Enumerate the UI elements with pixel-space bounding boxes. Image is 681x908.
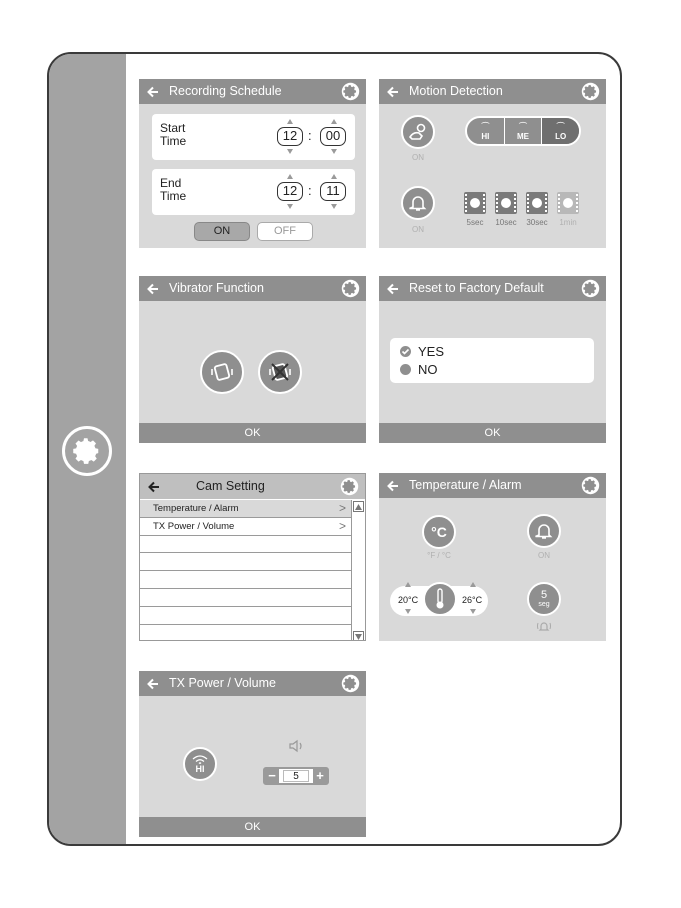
scrollbar[interactable] (351, 500, 365, 641)
on-button[interactable]: ON (194, 222, 250, 241)
sensitivity-lo[interactable] (542, 118, 579, 144)
baby-icon: ⌒ (519, 122, 527, 131)
celsius-label: °C (431, 524, 447, 540)
screen-title: Vibrator Function (169, 281, 264, 295)
list-item-label: Temperature / Alarm (153, 503, 239, 514)
gear-icon (62, 426, 112, 476)
radio-icon (400, 364, 411, 375)
end-time-box (152, 169, 355, 215)
tx-power-volume-screen (139, 671, 366, 837)
list-item (140, 536, 352, 554)
duration-30sec-icon[interactable] (526, 192, 548, 214)
scroll-down-arrow[interactable] (353, 631, 364, 641)
alarm-on-label: ON (412, 225, 424, 234)
hour-up-arrow[interactable] (287, 174, 293, 179)
duration-1min-icon[interactable] (557, 192, 579, 214)
off-button[interactable]: OFF (257, 222, 313, 241)
list-item (140, 607, 352, 625)
vibrate-off-icon (267, 361, 293, 383)
recording-schedule-screen (139, 79, 366, 248)
reset-factory-screen (379, 276, 606, 443)
gear-icon[interactable] (341, 279, 360, 298)
duration-label: 30sec (526, 218, 548, 227)
back-arrow-icon[interactable] (387, 276, 401, 301)
minute-up-arrow[interactable] (331, 174, 337, 179)
motion-on-label: ON (412, 153, 424, 162)
duration-5sec-icon[interactable] (464, 192, 486, 214)
alarm-bell-button[interactable] (401, 186, 435, 220)
bell-icon (409, 194, 427, 212)
temp-alarm-button[interactable] (527, 514, 561, 548)
end-minute[interactable]: 11 (320, 182, 346, 201)
vibrator-function-screen (139, 276, 366, 443)
list-item[interactable] (140, 518, 352, 536)
back-arrow-icon[interactable] (147, 276, 161, 301)
unit-caption: °F / °C (427, 551, 451, 560)
low-temp[interactable]: 20°C (398, 595, 419, 605)
vibrate-icon (209, 361, 235, 383)
cam-setting-screen (139, 473, 366, 641)
baby-icon: ⌒ (481, 122, 490, 131)
title-bar (139, 671, 366, 696)
screen-title: Motion Detection (409, 84, 503, 98)
minute-down-arrow[interactable] (331, 204, 337, 209)
hour-down-arrow[interactable] (287, 149, 293, 154)
low-down-arrow[interactable] (405, 609, 411, 614)
tx-power-button[interactable] (183, 747, 217, 781)
temp-range-control (390, 586, 488, 616)
title-bar (379, 473, 606, 498)
gear-icon[interactable] (581, 279, 600, 298)
bell-icon (535, 522, 553, 540)
sidebar (49, 54, 126, 844)
settings-list (140, 500, 352, 625)
interval-number: 5 (540, 588, 548, 601)
alarm-ringing-icon (536, 619, 552, 633)
back-arrow-icon[interactable] (387, 473, 401, 498)
start-time-box (152, 114, 355, 160)
gear-icon[interactable] (341, 82, 360, 101)
chevron-right-icon: > (338, 518, 346, 533)
interval-unit: seg (538, 600, 550, 608)
wifi-icon (192, 755, 208, 764)
list-item[interactable] (140, 500, 352, 518)
start-minute[interactable]: 00 (320, 127, 346, 146)
interval-button[interactable] (527, 582, 561, 616)
screen-title: Recording Schedule (169, 84, 282, 98)
colon: : (308, 183, 312, 198)
gear-icon[interactable] (581, 476, 600, 495)
volume-minus-button[interactable]: − (265, 769, 279, 783)
temperature-alarm-screen (379, 473, 606, 641)
no-label: NO (418, 362, 438, 377)
volume-plus-button[interactable]: + (313, 769, 327, 783)
back-arrow-icon[interactable] (387, 79, 401, 104)
vibrate-on-button[interactable] (200, 350, 244, 394)
title-bar (139, 276, 366, 301)
volume-stepper (263, 767, 329, 785)
low-up-arrow[interactable] (405, 582, 411, 587)
back-arrow-icon[interactable] (148, 474, 162, 499)
list-item-label: TX Power / Volume (153, 520, 235, 532)
hour-up-arrow[interactable] (287, 119, 293, 124)
thermometer-icon (423, 582, 457, 616)
level-label: LO (555, 132, 567, 141)
sensitivity-me[interactable] (505, 118, 543, 144)
title-bar (379, 276, 606, 301)
check-icon (400, 346, 411, 357)
yes-option[interactable] (400, 344, 444, 359)
high-temp[interactable]: 26°C (462, 595, 483, 605)
baby-icon: ⌒ (556, 122, 565, 131)
colon: : (308, 128, 312, 143)
start-hour[interactable]: 12 (277, 127, 303, 146)
list-item (140, 553, 352, 571)
motion-detection-screen (379, 79, 606, 248)
baby-icon (408, 123, 428, 141)
start-time-label: Start Time (160, 121, 187, 148)
title-bar (140, 474, 365, 499)
list-item (140, 589, 352, 607)
high-up-arrow[interactable] (470, 582, 476, 587)
baby-motion-button[interactable] (401, 115, 435, 149)
duration-10sec-icon[interactable] (495, 192, 517, 214)
ok-button[interactable]: OK (139, 817, 366, 837)
sensitivity-selector[interactable] (465, 116, 581, 146)
chevron-right-icon: > (338, 501, 346, 515)
alarm-on-label: ON (538, 551, 550, 560)
screen-title: Cam Setting (196, 479, 265, 493)
gear-icon[interactable] (341, 674, 360, 693)
no-option[interactable] (400, 362, 438, 377)
duration-label: 5sec (466, 218, 484, 227)
list-item (140, 571, 352, 589)
screen-title: Reset to Factory Default (409, 281, 544, 295)
vibrate-off-button[interactable] (258, 350, 302, 394)
back-arrow-icon[interactable] (147, 671, 161, 696)
high-down-arrow[interactable] (470, 609, 476, 614)
screen-title: TX Power / Volume (169, 676, 276, 690)
screen-title: Temperature / Alarm (409, 478, 522, 492)
back-arrow-icon[interactable] (147, 79, 161, 104)
yes-label: YES (418, 344, 445, 359)
title-bar (379, 79, 606, 104)
end-hour[interactable]: 12 (277, 182, 303, 201)
duration-label: 1min (559, 218, 577, 227)
ok-button[interactable]: OK (139, 423, 366, 443)
sensitivity-hi[interactable] (467, 118, 505, 144)
power-level-label: HI (195, 763, 205, 774)
volume-value: 5 (283, 770, 309, 782)
gear-icon[interactable] (340, 477, 359, 496)
minute-down-arrow[interactable] (331, 149, 337, 154)
speaker-icon (288, 739, 306, 753)
hour-down-arrow[interactable] (287, 204, 293, 209)
ok-button[interactable]: OK (379, 423, 606, 443)
minute-up-arrow[interactable] (331, 119, 337, 124)
temp-unit-button[interactable] (422, 515, 456, 549)
level-label: HI (481, 132, 490, 141)
end-time-label: End Time (160, 176, 187, 203)
gear-icon[interactable] (581, 82, 600, 101)
duration-label: 10sec (495, 218, 517, 227)
title-bar (139, 79, 366, 104)
reset-options (390, 338, 594, 383)
scroll-up-arrow[interactable] (353, 501, 364, 512)
level-label: ME (517, 132, 529, 141)
